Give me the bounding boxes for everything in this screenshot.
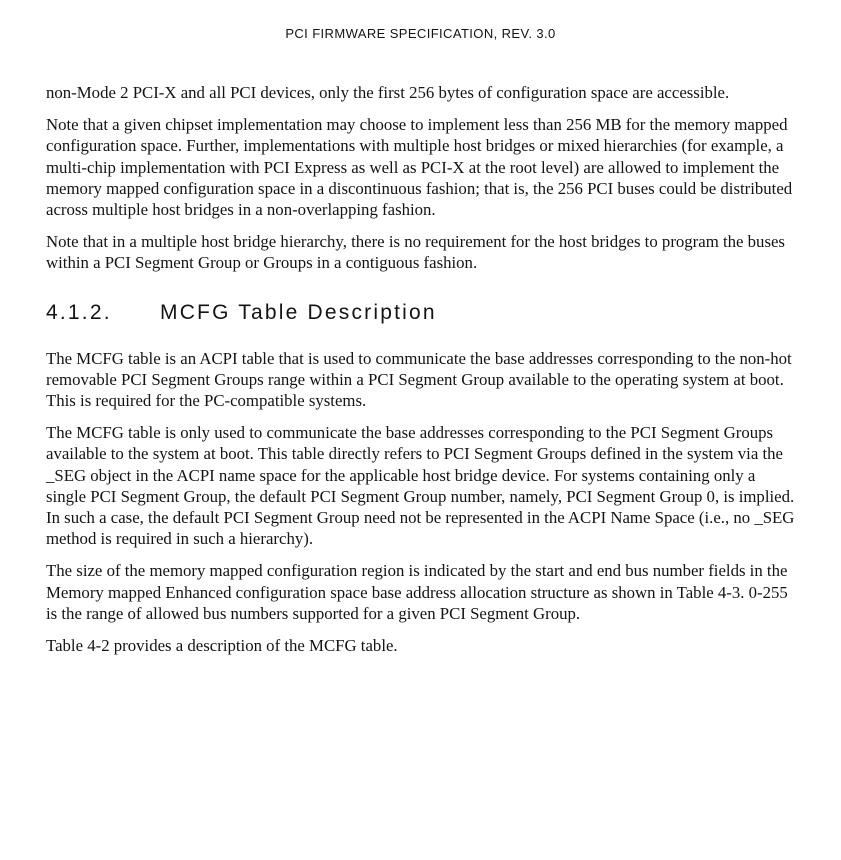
section-heading (46, 301, 798, 325)
paragraph-host-bridge-note: Note that in a multiple host bridge hierarchy, there is no requirement for the host bridges to program the buses within a PCI Segment Group or Groups in a contiguous fashion. (46, 232, 785, 273)
page-header-title: PCI FIRMWARE SPECIFICATION, REV. 3.0 (285, 26, 556, 41)
paragraph-region-size: The size of the memory mapped configuration region is indicated by the start and end bus number fields in the Memory mapped Enhanced configuration space base address allocation structure as shown in Table 4-3. 0-255 is the range of allowed bus numbers supported for a given PCI Segment Group. (46, 561, 788, 623)
paragraph-mcfg-usage: The MCFG table is only used to communicate the base addresses corresponding to the PCI Segment Groups available to the system at boot. This table directly refers to PCI Segment Groups defined in the system via the _SEG object in the ACPI name space for the applicable host bridge device. For systems containing only a single PCI Segment Group, the default PCI Segment Group number, namely, PCI Segment Group 0, is implied. In such a case, the default PCI Segment Group need not be represented in the ACPI Name Space (i.e., no _SEG method is required in such a hierarchy). (46, 423, 795, 549)
paragraph-chipset-note: Note that a given chipset implementation may choose to implement less than 256 MB for the memory mapped configuration space. Further, implementations with multiple host bridges or mixed hierarchies (for example, a multi-chip implementation with PCI Express as well as PCI-X at the root level) are allowed to implement the memory mapped configuration space in a discontinuous fashion; that is, the 256 PCI buses could be distributed across multiple host bridges in a non-overlapping fashion. (46, 115, 793, 220)
paragraph-mcfg-acpi: The MCFG table is an ACPI table that is used to communicate the base addresses corresponding to the non-hot removable PCI Segment Groups range within a PCI Segment Group available to the operating system at boot. This is required for the PC-compatible systems. (46, 348, 792, 411)
paragraph-accessible: non-Mode 2 PCI-X and all PCI devices, only the first 256 bytes of configuration space are accessible. (46, 83, 730, 102)
document-body (46, 82, 798, 667)
section-number: 4.1.2. (46, 300, 112, 324)
paragraph-table-4-2-ref: Table 4-2 provides a description of the MCFG table. (46, 636, 398, 656)
section-title: MCFG Table Description (160, 300, 437, 324)
page-header (0, 26, 841, 41)
